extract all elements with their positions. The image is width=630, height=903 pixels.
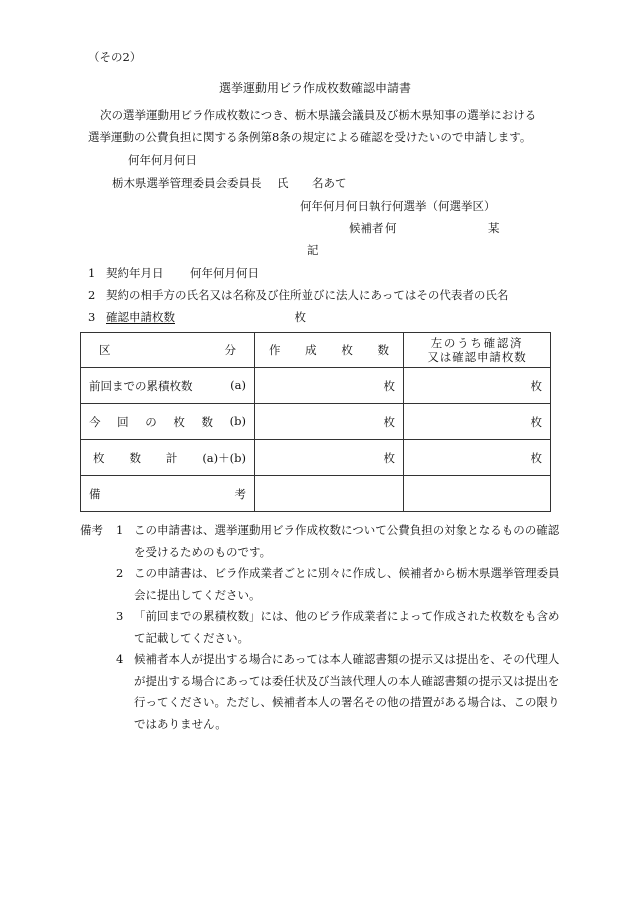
- election-name: 何年何月何日執行何選挙（何選挙区）: [300, 199, 496, 213]
- header-created-count: [255, 333, 404, 368]
- count-table: [80, 332, 551, 512]
- notes-heading: 備考: [80, 523, 103, 537]
- note-item: [80, 606, 560, 649]
- form-number: （その2）: [88, 50, 142, 64]
- created-count-cell[interactable]: [255, 440, 404, 476]
- header-confirmed-count: [404, 333, 551, 368]
- row-label-cell: [81, 404, 255, 440]
- row-label-char: 枚: [173, 414, 185, 429]
- note-item: [80, 649, 560, 735]
- header-category-left: 区: [99, 343, 111, 357]
- unit-label: 枚: [530, 450, 542, 465]
- application-date: 何年何月何日: [128, 153, 197, 167]
- remarks-cell[interactable]: [404, 476, 551, 512]
- note-text: 候補者本人が提出する場合にあっては本人確認書類の提示又は提出を、その代理人が提出する場合にあっては委任状及び当該代理人の本人確認書類の提示又は提出を行ってください。ただし、候補者本人の署名その他の措置がある場合は、この限りではありません。: [134, 652, 560, 731]
- row-label-char: 計: [165, 450, 178, 465]
- row-label-char: 考: [234, 486, 246, 501]
- row-label-char: 今: [89, 414, 101, 429]
- header-created-char: 作: [269, 343, 281, 357]
- ki-heading: 記: [307, 243, 319, 257]
- intro-line-1: 次の選挙運動用ビラ作成枚数につき、栃木県議会議員及び栃木県知事の選挙における: [100, 108, 537, 122]
- item-1-number: 1: [88, 266, 96, 280]
- unit-label: 枚: [530, 414, 542, 429]
- row-suffix: (b): [229, 413, 246, 428]
- note-number: 4: [116, 652, 124, 666]
- confirmed-count-cell[interactable]: [404, 404, 551, 440]
- header-created-char: 成: [305, 343, 317, 357]
- item-1-value: 何年何月何日: [190, 266, 259, 280]
- intro-line-2: 選挙運動の公費負担に関する条例第8条の規定による確認を受けたいので申請します。: [88, 130, 532, 144]
- note-item: [80, 520, 560, 563]
- note-text: この申請書は、選挙運動用ビラ作成枚数について公費負担の対象となるものの確認を受けるためのものです。: [134, 523, 560, 559]
- header-created-char: 枚: [341, 343, 353, 357]
- candidate-name-2: 某: [488, 221, 500, 235]
- row-suffix: (a)＋(b): [202, 450, 246, 465]
- header-confirmed-line1: 左のうち確認済: [430, 336, 524, 350]
- addressee-org: 栃木県選挙管理委員会委員長: [112, 176, 262, 190]
- document-title: 選挙運動用ビラ作成枚数確認申請書: [218, 81, 411, 95]
- header-confirmed-line2: 又は確認申請枚数: [427, 350, 527, 364]
- note-number: 3: [116, 609, 124, 623]
- created-count-cell[interactable]: [255, 368, 404, 404]
- remarks-cell[interactable]: [255, 476, 404, 512]
- note-number: 2: [116, 566, 124, 580]
- row-label-char: の: [145, 414, 157, 429]
- addressee-suffix: 名あて: [312, 176, 347, 190]
- table-header-row: [81, 333, 551, 368]
- note-text: 「前回までの累積枚数」には、他のビラ作成業者によって作成された枚数をも含めて記載してください。: [134, 609, 560, 645]
- unit-label: 枚: [383, 414, 395, 429]
- unit-label: 枚: [383, 450, 395, 465]
- item-2-number: 2: [88, 288, 96, 302]
- header-created-char: 数: [377, 343, 389, 357]
- header-category: [81, 333, 255, 368]
- confirmed-count-cell[interactable]: [404, 440, 551, 476]
- candidate-name-1: 何: [385, 221, 397, 235]
- note-text: この申請書は、ビラ作成業者ごとに別々に作成し、候補者から栃木県選挙管理委員会に提出してください。: [134, 566, 560, 602]
- row-label-char: 数: [201, 414, 213, 429]
- note-number: 1: [116, 523, 124, 537]
- row-label-char: 数: [129, 450, 141, 465]
- note-item: [80, 563, 560, 606]
- created-count-cell[interactable]: [255, 404, 404, 440]
- row-label-char: 備: [89, 486, 101, 501]
- table-row: [81, 440, 551, 476]
- row-label-cell: [81, 368, 255, 404]
- confirmed-count-cell[interactable]: [404, 368, 551, 404]
- row-label-char: 枚: [93, 450, 105, 465]
- item-3-label: 確認申請枚数: [106, 310, 175, 324]
- unit-label: 枚: [530, 378, 542, 393]
- row-label-cell: [81, 440, 255, 476]
- row-label-cell: [81, 476, 255, 512]
- table-row: [81, 368, 551, 404]
- table-row: [81, 476, 551, 512]
- row-label: 前回までの累積枚数: [89, 378, 193, 393]
- notes-section: [80, 520, 560, 735]
- candidate-label: 候補者: [349, 221, 384, 235]
- table-row: [81, 404, 551, 440]
- addressee-name-label: 氏: [277, 176, 289, 190]
- unit-label: 枚: [383, 378, 395, 393]
- item-3-unit: 枚: [294, 310, 306, 324]
- item-3-field: [106, 312, 306, 324]
- row-label-char: 回: [117, 414, 129, 429]
- item-3-number: 3: [88, 310, 96, 324]
- row-suffix: (a): [230, 377, 246, 392]
- item-2-label: 契約の相手方の氏名又は名称及び住所並びに法人にあってはその代表者の氏名: [106, 288, 509, 302]
- header-category-right: 分: [224, 343, 236, 357]
- item-1-label: 契約年月日: [106, 266, 164, 280]
